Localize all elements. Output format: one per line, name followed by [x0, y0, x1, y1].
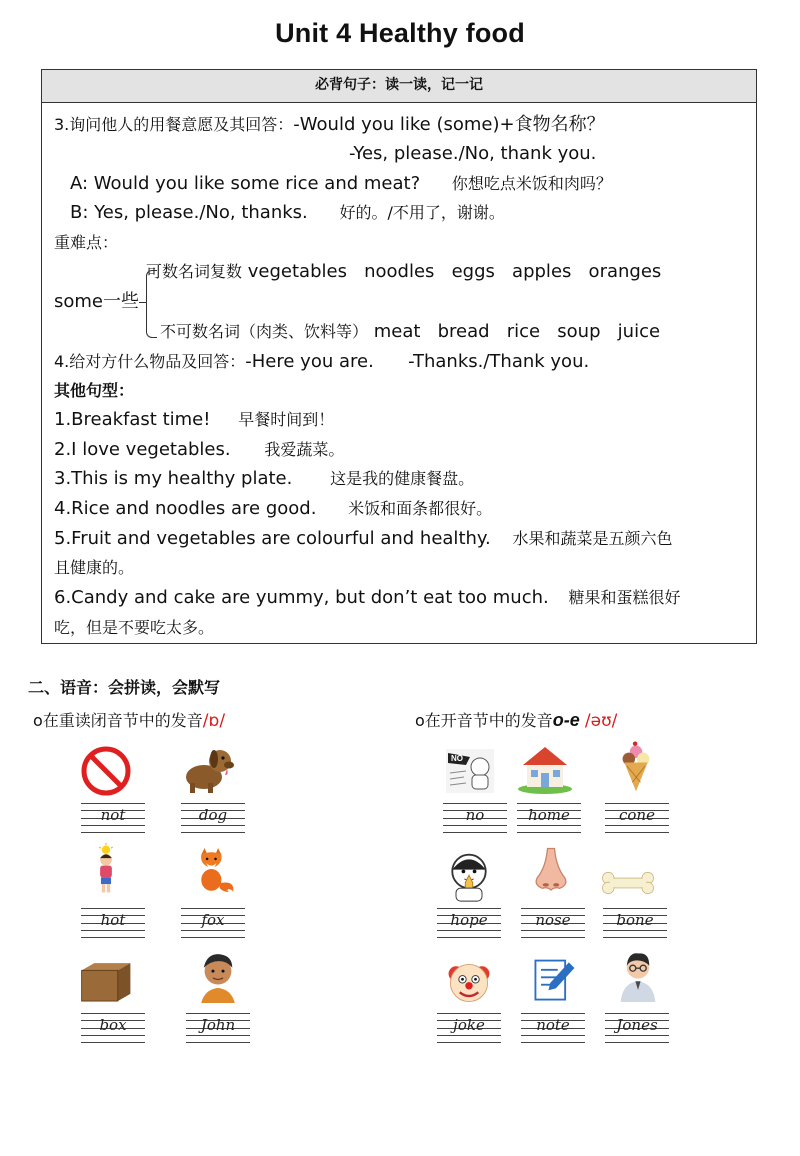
countable-row: [146, 261, 661, 283]
word-dog: [181, 801, 245, 833]
answer-pattern: -Yes, please./No, thank you.: [349, 143, 597, 164]
sentence-2-zh: 我爱蔬菜。: [264, 440, 345, 459]
sentence-5-zh-cont: 且健康的。: [54, 558, 135, 577]
word-text: hot: [100, 911, 126, 929]
countable-label: 可数名词复数: [146, 262, 243, 281]
hot-girl-icon: [78, 843, 134, 895]
give-pattern: -Here you are. -Thanks./Thank you.: [245, 351, 590, 372]
word-text: bone: [616, 911, 654, 929]
sentence-2: [54, 439, 344, 461]
page-title: Unit 4 Healthy food: [275, 18, 525, 48]
sentence-4-zh: 米饭和面条都很好。: [348, 499, 493, 518]
bone-icon: [600, 857, 656, 909]
dialogue-b-en: B: Yes, please./No, thanks.: [70, 202, 308, 223]
house-icon: [517, 743, 573, 795]
sentence-3-en: 3.This is my healthy plate.: [54, 468, 293, 489]
word-text: cone: [619, 806, 655, 824]
dialogue-a-en: A: Would you like some rice and meat?: [70, 173, 421, 194]
word-no: [443, 801, 507, 833]
word-hope: [437, 906, 501, 938]
dialogue-a-zh: 你想吃点米饭和肉吗？: [451, 174, 612, 193]
left-subtitle: [33, 708, 225, 731]
right-ipa: /əʊ/: [584, 711, 618, 731]
word-bone: [603, 906, 667, 938]
ask-label: 3.询问他人的用餐意愿及其回答：: [54, 115, 294, 134]
phonics-section-title: 二、语音：会拼读，会默写: [28, 678, 221, 697]
fox-icon: [185, 843, 241, 895]
word-text: fox: [201, 911, 225, 929]
ice-cream-cone-icon: [608, 741, 664, 793]
sentence-6-en: 6.Candy and cake are yummy, but don’t eat too much.: [54, 587, 549, 608]
word-text: John: [200, 1016, 236, 1034]
sentence-1: [54, 409, 334, 431]
right-subtitle: [415, 708, 617, 731]
word-text: not: [100, 806, 126, 824]
jones-teacher-icon: [610, 950, 666, 1002]
line-give: [54, 351, 589, 373]
right-subtitle-text: o在开音节中的发音: [415, 711, 553, 730]
word-john: [186, 1011, 250, 1043]
word-not: [81, 801, 145, 833]
word-cone: [605, 801, 669, 833]
svg-text:NO: NO: [451, 754, 463, 763]
word-text: joke: [453, 1016, 485, 1034]
word-joke: [437, 1011, 501, 1043]
hope-praying-icon: [441, 851, 497, 903]
left-ipa: /ɒ/: [202, 711, 226, 731]
no-sign-icon: [78, 745, 134, 797]
sentence-4: [54, 498, 492, 520]
brace: [146, 270, 157, 338]
word-text: home: [528, 806, 570, 824]
word-fox: [181, 906, 245, 938]
sentence-1-zh: 早餐时间到！: [238, 410, 335, 429]
dialogue-b: [70, 202, 505, 224]
sentence-2-en: 2.I love vegetables.: [54, 439, 231, 460]
nose-icon: [523, 845, 579, 897]
joke-clown-icon: [441, 957, 497, 1009]
word-hot: [81, 906, 145, 938]
ask-pattern: -Would you like (some)+食物名称？: [293, 114, 605, 135]
no-cartoon-icon: [442, 745, 498, 797]
box-header: 必背句子：读一读，记一记: [42, 70, 756, 103]
uncountable-row: [160, 321, 660, 343]
sentence-6: [54, 587, 681, 609]
dialogue-b-zh: 好的。/不用了，谢谢。: [339, 203, 505, 222]
note-icon: [526, 955, 582, 1007]
other-sentences-label: 其他句型：: [54, 381, 135, 400]
left-subtitle-text: o在重读闭音节中的发音: [33, 711, 203, 730]
sentence-6-zh: 糖果和蛋糕很好: [568, 588, 681, 607]
box-icon: [78, 957, 134, 1009]
sentence-5-en: 5.Fruit and vegetables are colourful and healthy.: [54, 528, 491, 549]
key-points-label: 重难点：: [54, 233, 119, 252]
brace-tick: [139, 302, 147, 303]
word-text: note: [536, 1016, 570, 1034]
sentence-3: [54, 468, 474, 490]
word-text: no: [465, 806, 485, 824]
dialogue-a: [70, 173, 612, 195]
word-text: Jones: [616, 1016, 658, 1034]
some-label: some一些: [54, 291, 139, 312]
give-label: 4.给对方什么物品及回答：: [54, 352, 246, 371]
sentence-5: [54, 528, 672, 550]
word-text: box: [99, 1016, 127, 1034]
word-nose: [521, 906, 585, 938]
sentence-4-en: 4.Rice and noodles are good.: [54, 498, 317, 519]
sentence-6-zh-cont: 吃，但是不要吃太多。: [54, 618, 215, 637]
dog-icon: [180, 743, 236, 795]
key-sentences-box: [41, 69, 757, 644]
word-text: nose: [535, 911, 571, 929]
word-note: [521, 1011, 585, 1043]
sentence-5-zh: 水果和蔬菜是五颜六色: [512, 529, 673, 548]
word-box: [81, 1011, 145, 1043]
line-ask: [54, 114, 605, 136]
sentence-3-zh: 这是我的健康餐盘。: [330, 469, 475, 488]
word-text: hope: [450, 911, 488, 929]
uncountable-label: 不可数名词（肉类、饮料等）: [160, 322, 369, 341]
word-jones: [605, 1011, 669, 1043]
sentence-1-en: 1.Breakfast time!: [54, 409, 211, 430]
countable-words: vegetables noodles eggs apples oranges: [247, 261, 662, 282]
word-home: [517, 801, 581, 833]
uncountable-words: meat bread rice soup juice: [373, 321, 661, 342]
right-pattern: o-e: [552, 710, 580, 730]
word-text: dog: [198, 806, 228, 824]
john-boy-icon: [190, 951, 246, 1003]
